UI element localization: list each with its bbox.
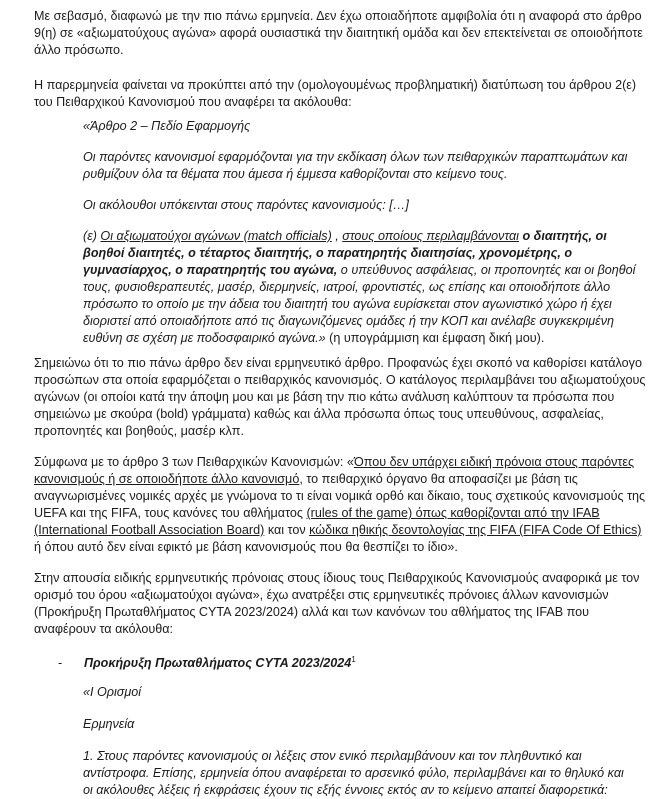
excerpt-definitions: «Ι Ορισμοί [83,685,142,699]
paragraph-disagreement: Με σεβασμό, διαφωνώ με την πιο πάνω ερμηνεία. Δεν έχω οποιαδήποτε αμφιβολία ότι η αναφορά στο άρθρο 9(η) σε «αξιωματούχους αγώνα» αφορά ουσιαστικά την διαιτητική ομάδα και δεν επεκτείνεται σε οποιοδήποτε άλλο πρόσωπο. [34,9,643,57]
excerpt-clause-1: 1. Στους παρόντες κανονισμούς οι λέξεις στον ενικό περιλαμβάνουν και τον πληθυντικό και αντίστροφα. Επίσης, ερμηνεία όπου αναφέρεται το αρσενικό φύλο, περιλαμβάνει και το θηλυκό και οι ακόλουθες λέξεις ή εκφράσεις έχουν τις εξής έννοιες εκτός αν το κείμενο απαιτεί διαφορετικά: [83,749,624,797]
clause-emphasis-note: (η υπογράμμιση και έμφαση δική μου). [325,331,545,345]
p4-underline-3: κώδικα ηθικής δεοντολογίας της FIFA (FIFA Code Of Ethics) [309,523,642,537]
bullet-item [34,655,672,672]
excerpt-interpretation: Ερμηνεία [83,717,135,731]
clause-underline-officials: Οι αξιωματούχοι αγώνων (match officials) [100,229,332,243]
quote-article-heading: «Άρθρο 2 – Πεδίο Εφαρμογής [83,119,251,133]
clause-underline-included: στους οποίους περιλαμβάνονται [342,229,519,243]
paragraph-note: Σημειώνω ότι το πιο πάνω άρθρο δεν είναι ερμηνευτικό άρθρο. Προφανώς έχει σκοπό να καθορίσει κατάλογο προσώπων στα οποία εφαρμόζεται ο πειθαρχικός κανονισμός. Ο κατάλογος περιλαμβάνει του αξιωματούχους αγώνων (οι οποίοι κατά την άποψη μου και με βάση την πιο κάτω ανάλυση καλύπτουν τα πρόσωπα που σημειώνω με σκούρα (bold) γράμματα) καθώς και άλλα πρόσωπα όπως τους υπευθύνους, ασφαλείας, προπονητές και βοηθούς, μασέρ κλπ. [34,356,646,438]
p4-text-2: , το πειθαρχικό όργανο θα αποφασίζει με βάση τις αναγνωρισμένες νομικές αρχές με γνώμονα το τι είναι νομικά ορθό και δίκαιο, τους σχετικούς κανονισμούς της UEFA και της FIFA, τους κανόνες του αθλήματος [34,472,646,520]
p4-underline-1: Όπου δεν υπάρχει ειδική πρόνοια στους παρόντες κανονισμούς ή σε οποιοδήποτε άλλο κανονισμό [34,455,635,486]
quote-article-clause-e [83,228,642,347]
clause-comma: , [331,229,343,243]
p4-underline-2: (rules of the game) όπως καθορίζονται από την IFAB (International Football Association Board) [34,506,600,537]
clause-prefix: (ε) [83,229,101,243]
bullet-dash: - [58,656,63,670]
clause-bold-officials: ο διαιτητής, οι βοηθοί διαιτητές, ο τέταρτος διαιτητής, ο παρατηρητής διαιτησίας, χρονομέτρης, ο γυμνασίαρχος, ο παρατηρητής του αγώνα, [83,229,607,277]
p4-text-4: ή όπου αυτό δεν είναι εφικτό με βάση κανονισμούς που θα θεσπίζει το ίδιο». [34,540,458,554]
p4-text-1: Σύμφωνα με το άρθρο 3 των Πειθαρχικών Κανονισμών: « [34,455,354,469]
p4-text-3: και τον [264,523,310,537]
quote-article-body: Οι παρόντες κανονισμοί εφαρμόζονται για την εκδίκαση όλων των πειθαρχικών παραπτωμάτων και ρυθμίζουν όλα τα θέματα που άμεσα ή έμμεσα καθορίζονται στο κείμενο τους. [83,150,628,181]
paragraph-absence: Στην απουσία ειδικής ερμηνευτικής πρόνοιας στους ίδιους τους Πειθαρχικούς Κανονισμούς αναφορικά με τον ορισμό του όρου «αξιωματούχοι αγώνα», έχω ανατρέξει στις ερμηνευτικές πρόνοιες άλλων κανονισμών (Προκήρυξη Πρωταθλήματος CYTA 2023/2024) αλλά και των κανόνων του αθλήματος της IFAB που αναφέρουν τα ακόλουθα: [34,571,640,636]
clause-rest: ο υπεύθυνος ασφάλειας, οι προπονητές και οι βοηθοί τους, φυσιοθεραπευτές, μασέρ, διερμηνείς, ιατροί, φροντιστές, ως επίσης και οποιοδήποτε άλλο πρόσωπο το οποίο με την άδεια του διαιτητή του αγώνα ευρίσκεται στον αγωνιστικό χώρο ή έχει διοριστεί από οποιαδήποτε από τις διαγωνιζόμενες ομάδες ή την ΚΟΠ και ανέλαβε συγκεκριμένη ευθύνη σε σχέση με ποδοσφαιρικό αγώνα.» [83,263,636,345]
footnote-reference: 1 [351,654,356,664]
bullet-heading-text: Προκήρυξη Πρωταθλήματος CYTA 2023/2024 [84,656,352,670]
paragraph-misinterpretation: Η παρερμηνεία φαίνεται να προκύπτει από την (ομολογουμένως προβληματική) διατύπωση του άρθρου 2(ε) του Πειθαρχικού Κανονισμού που αναφέρει τα ακόλουθα: [34,78,637,109]
quote-article-subject: Οι ακόλουθοι υπόκεινται στους παρόντες κανονισμούς: […] [83,198,409,212]
paragraph-article-3 [34,454,650,556]
bullet-heading [84,655,672,672]
